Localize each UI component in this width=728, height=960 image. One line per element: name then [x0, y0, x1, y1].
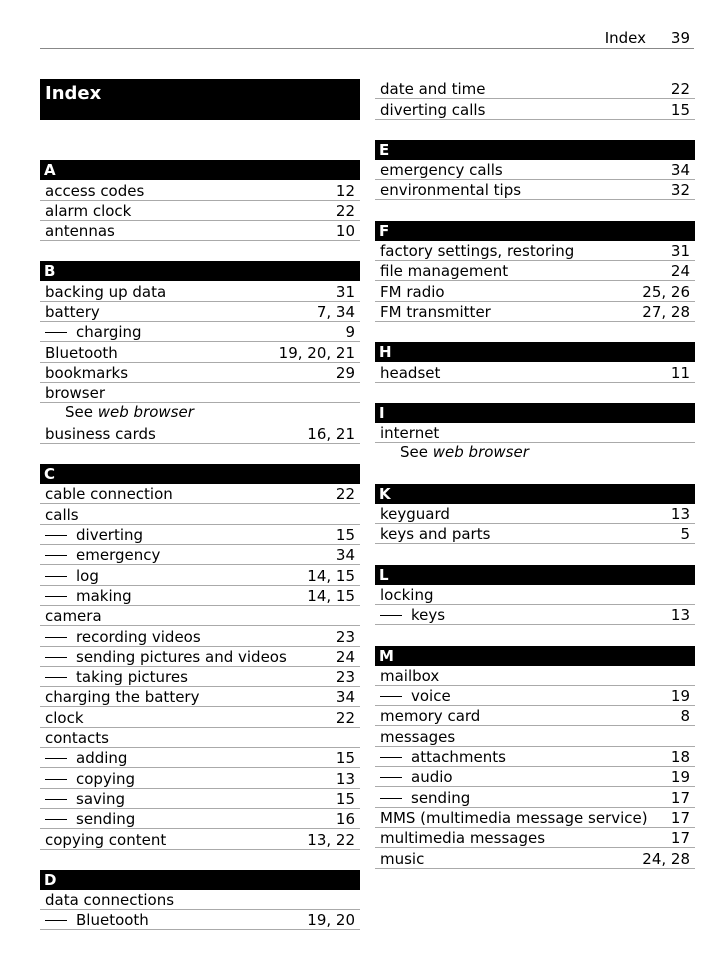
entry-label [45, 628, 201, 646]
entry-text: battery [45, 303, 100, 322]
index-entry [375, 706, 695, 726]
entry-text: factory settings, restoring [380, 242, 575, 261]
entry-text: backing up data [45, 282, 167, 301]
index-subentry [40, 626, 360, 646]
entry-label [45, 485, 173, 503]
see-reference [40, 403, 360, 423]
entry-label [45, 810, 135, 828]
entry-label [380, 181, 521, 199]
entry-text: voice [411, 687, 451, 706]
index-entry [375, 808, 695, 828]
entry-text: camera [45, 607, 102, 626]
entry-page-ref[interactable]: 16 [335, 810, 355, 829]
entry-page-ref[interactable]: 17 [670, 788, 690, 807]
entry-text: mailbox [380, 666, 440, 685]
index-entry [40, 504, 360, 524]
entry-page-ref[interactable]: 31 [670, 242, 690, 261]
entry-page-ref[interactable]: 13 [670, 606, 690, 625]
index-entry [375, 261, 695, 281]
entry-page-ref[interactable]: 16, 21 [307, 424, 355, 443]
subentry-dash [45, 779, 67, 780]
entry-label [45, 202, 131, 220]
section-heading: E [375, 140, 695, 160]
entry-text: antennas [45, 222, 115, 241]
entry-text: making [76, 586, 132, 605]
index-subentry [40, 586, 360, 606]
subentry-dash [45, 920, 67, 921]
entry-label [45, 384, 105, 402]
index-subentry [40, 768, 360, 788]
entry-page-ref[interactable]: 24 [670, 262, 690, 281]
section-spacer [40, 140, 360, 160]
entry-page-ref[interactable]: 34 [670, 161, 690, 180]
entry-text: calls [45, 505, 79, 524]
index-subentry [375, 605, 695, 625]
entry-page-ref[interactable]: 27, 28 [642, 302, 690, 321]
section-heading: F [375, 221, 695, 241]
entry-page-ref[interactable]: 15 [335, 789, 355, 808]
entry-page-ref[interactable]: 8 [680, 707, 690, 726]
section-heading: B [40, 261, 360, 281]
entry-text: bookmarks [45, 363, 129, 382]
section-spacer [375, 383, 695, 403]
entry-text: multimedia messages [380, 829, 546, 848]
subentry-dash [45, 819, 67, 820]
entry-text: Bluetooth [76, 911, 149, 930]
entry-label [45, 688, 199, 706]
entry-label [45, 425, 156, 443]
entry-text: data connections [45, 891, 175, 910]
index-entry [40, 383, 360, 403]
index-subentry [375, 686, 695, 706]
entry-page-ref[interactable]: 13 [670, 505, 690, 524]
entry-label [380, 80, 485, 98]
entry-text: diverting calls [380, 100, 486, 119]
index-entry [375, 828, 695, 848]
entry-label [45, 607, 102, 625]
see-prefix: See [400, 443, 428, 462]
subentry-dash [45, 677, 67, 678]
index-entry [375, 524, 695, 544]
entry-text: music [380, 849, 425, 868]
subentry-dash [45, 596, 67, 597]
index-entry [40, 363, 360, 383]
entry-page-ref[interactable]: 34 [335, 546, 355, 565]
subentry-dash [45, 332, 67, 333]
entry-text: sending [76, 810, 136, 829]
index-entry [375, 666, 695, 686]
section-spacer [375, 625, 695, 645]
entry-page-ref[interactable]: 14, 15 [307, 586, 355, 605]
index-entry [375, 79, 695, 99]
entry-label [45, 526, 143, 544]
entry-label [380, 707, 480, 725]
entry-text: internet [380, 424, 440, 443]
index-entry [375, 504, 695, 524]
index-entry [40, 281, 360, 301]
entry-page-ref[interactable]: 17 [670, 829, 690, 848]
page-number: 39 [670, 29, 690, 47]
entry-page-ref[interactable]: 23 [335, 668, 355, 687]
index-entry [375, 423, 695, 443]
entry-label [380, 850, 424, 868]
subentry-dash [45, 637, 67, 638]
index-subentry [40, 322, 360, 342]
entry-text: keyguard [380, 505, 450, 524]
entry-label [380, 242, 574, 260]
section-spacer [375, 322, 695, 342]
entry-label [380, 283, 445, 301]
entry-page-ref[interactable]: 10 [335, 222, 355, 241]
entry-page-ref[interactable]: 11 [670, 363, 690, 382]
entry-label [380, 667, 439, 685]
entry-text: FM transmitter [380, 302, 491, 321]
entry-label [380, 809, 648, 827]
entry-page-ref[interactable]: 31 [335, 282, 355, 301]
entry-text: sending [411, 788, 471, 807]
index-entry [375, 726, 695, 746]
entry-text: emergency [76, 546, 161, 565]
entry-label [380, 768, 453, 786]
entry-label [380, 505, 450, 523]
entry-label [45, 364, 128, 382]
section-heading: M [375, 646, 695, 666]
subentry-dash [45, 576, 67, 577]
index-entry [40, 890, 360, 910]
entry-page-ref[interactable]: 15 [335, 749, 355, 768]
index-entry [40, 201, 360, 221]
index-entry [375, 180, 695, 200]
subentry-dash [380, 615, 402, 616]
index-entry [40, 829, 360, 849]
entry-page-ref[interactable]: 15 [335, 526, 355, 545]
section-heading: D [40, 870, 360, 890]
section-spacer [375, 544, 695, 564]
index-subentry [40, 789, 360, 809]
entry-text: access codes [45, 181, 145, 200]
entry-text: messages [380, 727, 456, 746]
index-subentry [40, 748, 360, 768]
entry-page-ref[interactable]: 13, 22 [307, 830, 355, 849]
index-subentry [40, 809, 360, 829]
index-subentry [40, 545, 360, 565]
entry-label [45, 648, 287, 666]
entry-page-ref[interactable]: 22 [335, 708, 355, 727]
entry-page-ref[interactable]: 22 [335, 201, 355, 220]
index-subentry [375, 767, 695, 787]
entry-label [45, 222, 115, 240]
index-column-right [375, 79, 695, 869]
index-entry [40, 180, 360, 200]
entry-text: keys [411, 606, 446, 625]
subentry-dash [380, 757, 402, 758]
entry-text: contacts [45, 729, 109, 748]
entry-label [380, 829, 545, 847]
section-heading: C [40, 464, 360, 484]
index-subentry [375, 787, 695, 807]
entry-label [45, 831, 166, 849]
entry-text: taking pictures [76, 668, 188, 687]
entry-page-ref[interactable]: 19, 20, 21 [278, 343, 355, 362]
index-entry [40, 707, 360, 727]
entry-label [45, 303, 100, 321]
entry-page-ref[interactable]: 7, 34 [316, 303, 355, 322]
entry-text: diverting [76, 526, 144, 545]
entry-page-ref[interactable]: 22 [670, 80, 690, 99]
section-spacer [375, 463, 695, 483]
index-entry [375, 302, 695, 322]
entry-page-ref[interactable]: 19 [670, 687, 690, 706]
entry-text: cable connection [45, 485, 173, 504]
entry-label [45, 587, 132, 605]
subentry-dash [45, 657, 67, 658]
index-subentry [40, 525, 360, 545]
entry-label [45, 546, 160, 564]
entry-text: clock [45, 708, 84, 727]
entry-label [380, 687, 451, 705]
section-spacer [40, 241, 360, 261]
section-heading: I [375, 403, 695, 423]
index-entry [375, 362, 695, 382]
section-heading: A [40, 160, 360, 180]
index-entry [375, 99, 695, 119]
index-subentry [40, 667, 360, 687]
entry-page-ref[interactable]: 24 [335, 647, 355, 666]
entry-page-ref[interactable]: 13 [335, 769, 355, 788]
entry-text: copying [76, 769, 136, 788]
subentry-dash [45, 799, 67, 800]
entry-page-ref[interactable]: 23 [335, 627, 355, 646]
entry-label [45, 911, 149, 929]
index-entry [40, 424, 360, 444]
entry-label [380, 161, 503, 179]
index-entry [40, 687, 360, 707]
index-column-left [40, 79, 360, 930]
section-spacer [40, 444, 360, 464]
entry-label [380, 789, 470, 807]
entry-label [380, 586, 433, 604]
entry-page-ref[interactable]: 19, 20 [307, 911, 355, 930]
entry-page-ref[interactable]: 12 [335, 181, 355, 200]
entry-label [380, 303, 491, 321]
entry-page-ref[interactable]: 15 [670, 100, 690, 119]
entry-label [380, 525, 490, 543]
section-heading: H [375, 342, 695, 362]
section-spacer [375, 200, 695, 220]
entry-text: file management [380, 262, 509, 281]
entry-text: adding [76, 749, 128, 768]
entry-text: memory card [380, 707, 481, 726]
section-heading: K [375, 484, 695, 504]
entry-page-ref[interactable]: 17 [670, 808, 690, 827]
entry-label [45, 668, 188, 686]
entry-text: locking [380, 585, 434, 604]
entry-page-ref[interactable]: 24, 28 [642, 849, 690, 868]
entry-text: audio [411, 768, 453, 787]
entry-text: MMS (multimedia message service) [380, 808, 648, 827]
entry-label [380, 748, 506, 766]
index-entry [375, 241, 695, 261]
entry-page-ref[interactable]: 34 [335, 688, 355, 707]
subentry-dash [45, 758, 67, 759]
entry-label [380, 728, 455, 746]
index-title: Index [40, 79, 360, 120]
entry-label [380, 364, 440, 382]
entry-text: FM radio [380, 282, 445, 301]
entry-text: log [76, 566, 99, 585]
entry-text: charging the battery [45, 688, 200, 707]
index-subentry [375, 747, 695, 767]
see-target-link[interactable]: web browser [97, 403, 194, 422]
index-entry [40, 728, 360, 748]
index-subentry [40, 910, 360, 930]
index-entry [375, 585, 695, 605]
entry-text: recording videos [76, 627, 201, 646]
entry-label [45, 709, 84, 727]
index-entry [375, 848, 695, 868]
entry-label [45, 344, 118, 362]
entry-page-ref[interactable]: 19 [670, 768, 690, 787]
entry-label [380, 262, 508, 280]
index-entry [40, 302, 360, 322]
entry-page-ref[interactable]: 29 [335, 363, 355, 382]
entry-text: charging [76, 323, 142, 342]
entry-text: saving [76, 789, 126, 808]
subentry-dash [380, 798, 402, 799]
section-spacer [40, 850, 360, 870]
entry-label [45, 749, 127, 767]
index-entry [40, 484, 360, 504]
index-subentry [40, 565, 360, 585]
entry-page-ref[interactable]: 14, 15 [307, 566, 355, 585]
entry-text: headset [380, 363, 441, 382]
index-entry [375, 281, 695, 301]
subentry-dash [380, 777, 402, 778]
entry-text: emergency calls [380, 161, 503, 180]
entry-page-ref[interactable]: 22 [335, 485, 355, 504]
entry-page-ref[interactable]: 9 [345, 323, 355, 342]
entry-label [380, 101, 485, 119]
entry-text: alarm clock [45, 201, 132, 220]
section-spacer [375, 120, 695, 140]
entry-text: keys and parts [380, 525, 491, 544]
entry-page-ref[interactable]: 5 [680, 525, 690, 544]
entry-label [380, 606, 445, 624]
entry-label [45, 770, 135, 788]
entry-text: Bluetooth [45, 343, 118, 362]
entry-label [45, 283, 166, 301]
see-target-link[interactable]: web browser [432, 443, 529, 462]
entry-label [45, 567, 99, 585]
entry-text: browser [45, 384, 106, 403]
index-entry [375, 160, 695, 180]
see-prefix: See [65, 403, 93, 422]
entry-text: sending pictures and videos [76, 647, 287, 666]
header-section-title: Index [604, 29, 646, 47]
index-entry [40, 221, 360, 241]
entry-text: business cards [45, 424, 156, 443]
entry-label [45, 891, 174, 909]
subentry-dash [45, 535, 67, 536]
entry-label [45, 506, 79, 524]
subentry-dash [380, 696, 402, 697]
entry-label [45, 182, 144, 200]
index-entry [40, 606, 360, 626]
entry-label [45, 323, 142, 341]
entry-label [380, 424, 439, 442]
entry-page-ref[interactable]: 18 [670, 748, 690, 767]
entry-text: copying content [45, 830, 167, 849]
entry-label [45, 729, 109, 747]
entry-text: attachments [411, 748, 506, 767]
index-entry [40, 342, 360, 362]
entry-page-ref[interactable]: 32 [670, 181, 690, 200]
index-subentry [40, 647, 360, 667]
entry-page-ref[interactable]: 25, 26 [642, 282, 690, 301]
see-reference [375, 443, 695, 463]
entry-text: date and time [380, 80, 486, 99]
subentry-dash [45, 555, 67, 556]
page-header [40, 18, 694, 49]
entry-label [45, 790, 125, 808]
section-heading: L [375, 565, 695, 585]
entry-text: environmental tips [380, 181, 522, 200]
